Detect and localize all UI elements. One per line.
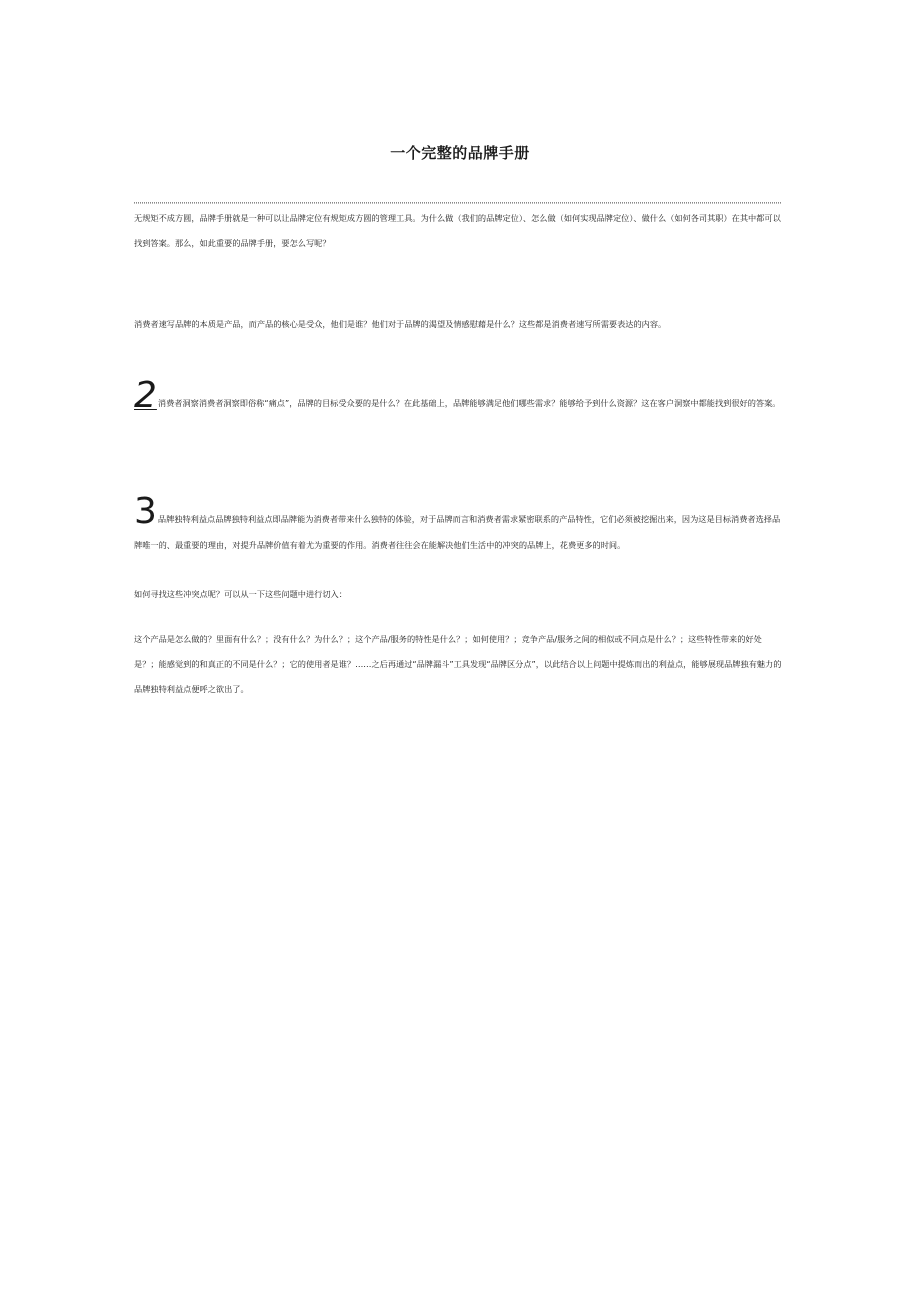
questions-paragraph: 这个产品是怎么做的？里面有什么？；没有什么？为什么？；这个产品/服务的特性是什么？；如何使用？；竞争产品/服务之间的相似或不同点是什么？；这些特性带来的好处是？；能感觉到的和真正的不同是什么？；它的使用者是谁？……之后再通过“品牌漏斗”工具发现“品牌区分点”，以此结合以上问题中提炼而出的利益点，能够展现品牌独有魅力的品牌独特利益点便呼之欲出了。	[134, 634, 782, 694]
consumer-insight-section	[134, 375, 782, 416]
brand-usp-section	[134, 491, 782, 558]
intro-paragraph: 无规矩不成方圆，品牌手册就是一种可以让品牌定位有规矩成方圆的管理工具。为什么做（我们的品牌定位）、怎么做（如何实现品牌定位）、做什么（如何各司其职）在其中都可以找到答案。那么，如此重要的品牌手册，要怎么写呢？	[134, 213, 781, 248]
title-divider	[134, 202, 781, 204]
consumer-insight-text: 消费者洞察消费者洞察即俗称“痛点”，品牌的目标受众要的是什么？在此基础上，品牌能够满足他们哪些需求？能够给予到什么资源？这在客户洞察中都能找到很好的答案。	[157, 398, 781, 408]
section-number-2: 2	[134, 375, 157, 416]
consumer-profile-paragraph: 消费者速写品牌的本质是产品，而产品的核心是受众，他们是谁？他们对于品牌的渴望及情感慰藉是什么？这些都是消费者速写所需要表达的内容。	[134, 319, 667, 329]
section-number-3: 3	[134, 491, 157, 532]
how-to-find-paragraph: 如何寻找这些冲突点呢？可以从一下这些问题中进行切入：	[134, 589, 347, 599]
brand-usp-text: 品牌独特利益点品牌独特利益点即品牌能为消费者带来什么独特的体验，对于品牌而言和消费者需求紧密联系的产品特性，它们必须被挖掘出来，因为这是目标消费者选择品牌唯一的、最重要的理由，对提升品牌价值有着尤为重要的作用。消费者往往会在能解决他们生活中的冲突的品牌上，花费更多的时间。	[134, 514, 781, 550]
document-title: 一个完整的品牌手册	[390, 144, 530, 162]
